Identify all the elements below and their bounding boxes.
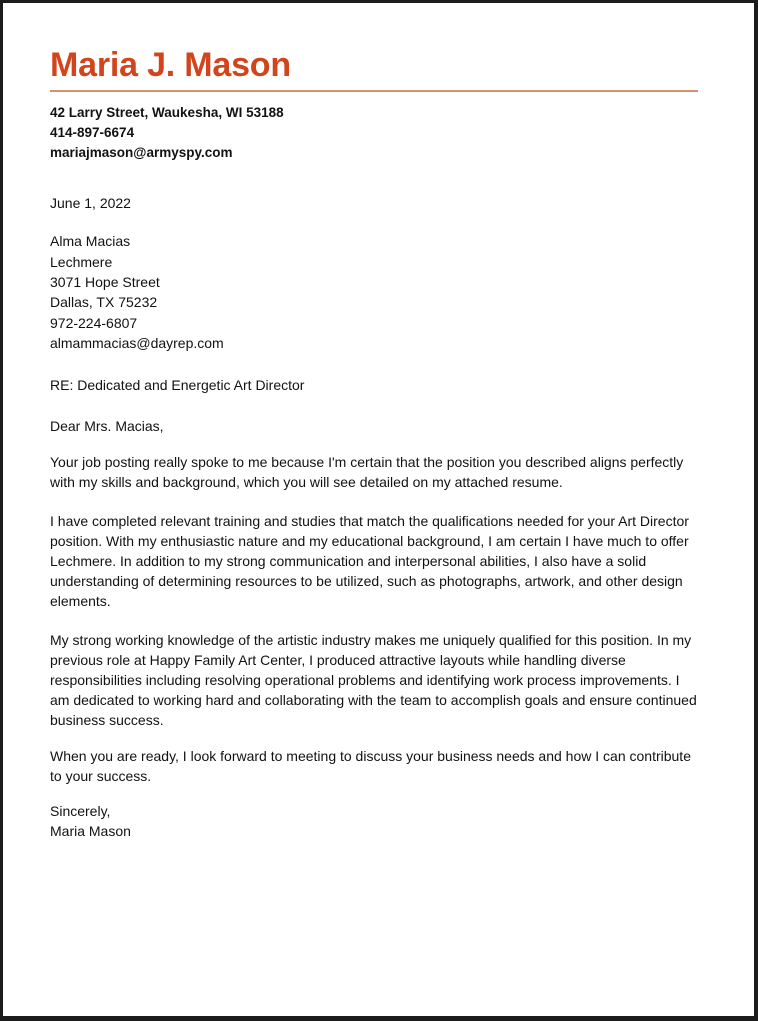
recipient-city-state-zip: Dallas, TX 75232 bbox=[50, 294, 158, 311]
header-divider bbox=[50, 90, 698, 92]
sender-email: mariajmason@armyspy.com bbox=[50, 145, 233, 161]
letter-date: June 1, 2022 bbox=[50, 195, 131, 212]
body-paragraph: I have completed relevant training and studies that match the qualifications needed for your Art Director position. With my enthusiastic nature and my educational background, I am certain I have much to offer Lechmere. In addition to my strong communication and interpersonal abilities, I also have a solid understanding of determining resources to be utilized, such as photographs, artwork, and other design elements. bbox=[50, 512, 689, 610]
valediction: Sincerely, bbox=[50, 803, 111, 820]
page-title: Maria J. Mason bbox=[50, 46, 291, 84]
body-paragraph: My strong working knowledge of the artistic industry makes me uniquely qualified for this position. In my previous role at Happy Family Art Center, I produced attractive layouts while handling diverse responsibilities including resolving operational problems and identifying work process improvements. I am dedicated to working hard and collaborating with the team to accomplish goals and ensure continued business success. bbox=[50, 631, 697, 729]
subject-line: RE: Dedicated and Energetic Art Director bbox=[50, 377, 305, 394]
body-paragraph: Your job posting really spoke to me because I'm certain that the position you described aligns perfectly with my skills and background, which you will see detailed on my attached resume. bbox=[50, 454, 684, 491]
letter-body bbox=[50, 452, 706, 786]
salutation: Dear Mrs. Macias, bbox=[50, 418, 164, 435]
recipient-phone: 972-224-6807 bbox=[50, 314, 138, 331]
recipient-name: Alma Macias bbox=[50, 233, 131, 250]
recipient-email: almammacias@dayrep.com bbox=[50, 334, 224, 351]
recipient-company: Lechmere bbox=[50, 253, 113, 270]
letter-sheet bbox=[3, 3, 754, 1016]
sender-contact-block bbox=[50, 103, 706, 163]
recipient-street: 3071 Hope Street bbox=[50, 273, 160, 290]
sender-phone: 414-897-6674 bbox=[50, 125, 135, 141]
signature-name: Maria Mason bbox=[50, 823, 131, 840]
sender-address: 42 Larry Street, Waukesha, WI 53188 bbox=[50, 105, 284, 121]
closing-block bbox=[50, 801, 706, 842]
date-block bbox=[50, 193, 706, 213]
recipient-block bbox=[50, 231, 706, 353]
body-paragraph: When you are ready, I look forward to meeting to discuss your business needs and how I can contribute to your success. bbox=[50, 747, 691, 784]
